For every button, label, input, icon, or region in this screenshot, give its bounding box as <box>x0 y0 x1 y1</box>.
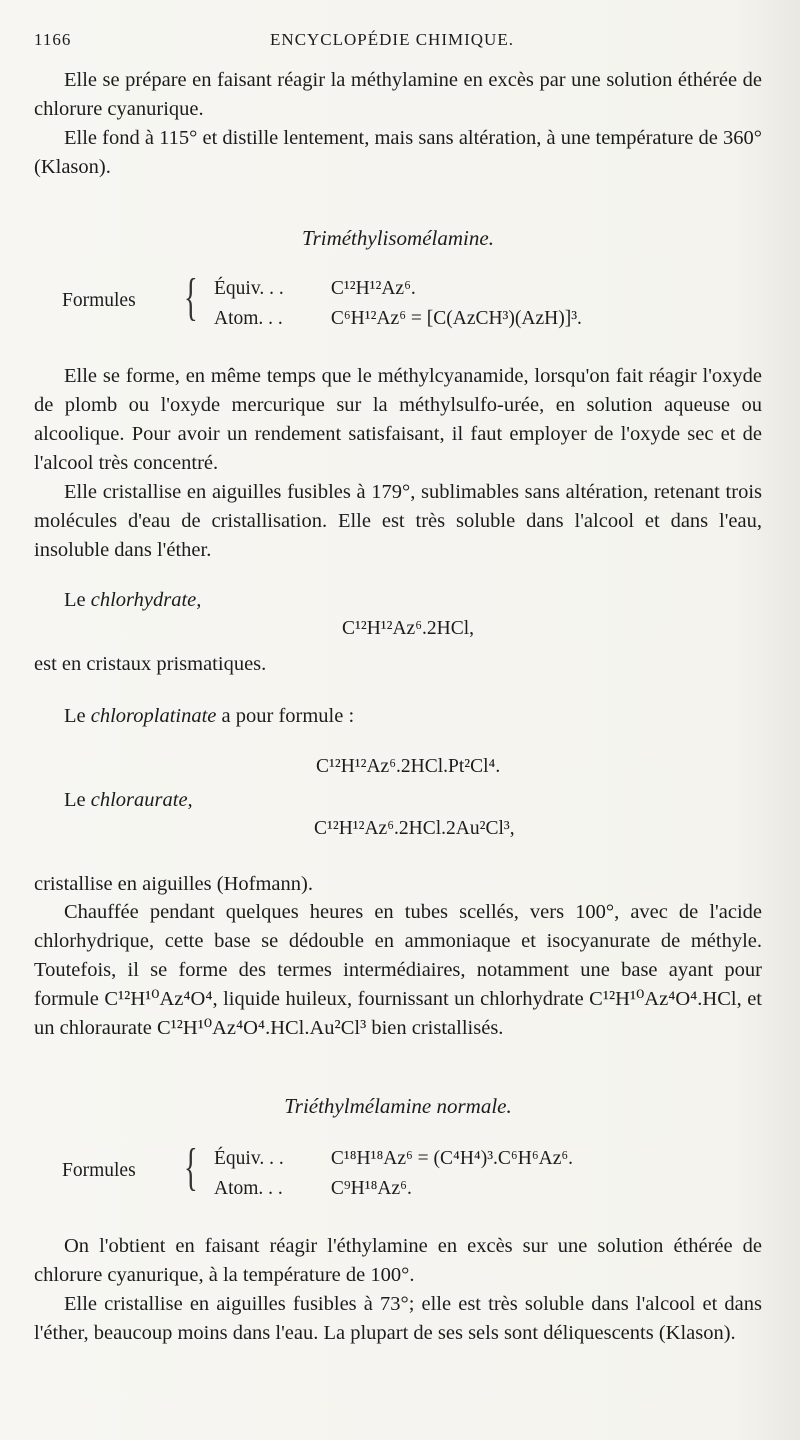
chloroplatinate-formula: C¹²H¹²Az⁶.2HCl.Pt²Cl⁴. <box>316 756 501 777</box>
chloroplatinate-name: chloroplatinate <box>90 705 217 727</box>
equiv-formula: C¹²H¹²Az⁶. <box>330 278 416 299</box>
chloraurate-formula: C¹²H¹²Az⁶.2HCl.2Au²Cl³, <box>314 818 515 839</box>
formula-block-triethylmelamine <box>62 1140 762 1210</box>
section-title-trimethylisomelamine: Triméthylisomélamine. <box>302 226 494 250</box>
chloraurate-intro: Le chloraurate, <box>64 789 193 811</box>
atom-formula: C⁶H¹²Az⁶ = [C(AzCH³)(AzH)]³. <box>330 308 582 329</box>
paragraph-formation: Elle se forme, en même temps que le méthylcyanamide, lorsqu'on fait réagir l'oxyde de plomb ou l'oxyde mercurique sur la méthylsulfo-urée, en solution aqueuse ou alcoolique. Pour avoir un rendement satisfaisant, il faut employer de l'oxyde sec et de l'alcool très concentré. <box>34 365 762 474</box>
paragraph-melting-point: Elle fond à 115° et distille lentement, mais sans altération, à une température de 360° (Klason). <box>34 127 762 178</box>
paragraph-crystallisation: Elle cristallise en aiguilles fusibles à 179°, sublimables sans altération, retenant trois molécules d'eau de cristallisation. Elle est très soluble dans l'alcool et dans l'eau, insoluble dans l'éther. <box>34 481 762 561</box>
chlorhydrate-name: chlorhydrate, <box>90 589 202 611</box>
section-title-triethylmelamine: Triéthylmélamine normale. <box>284 1094 512 1118</box>
page-number: 1166 <box>34 30 72 49</box>
brace-icon: { <box>184 1139 198 1196</box>
paragraph-hydrolysis: Chauffée pendant quelques heures en tubes scellés, vers 100°, avec de l'acide chlorhydrique, cette base se dédouble en ammoniaque et isocyanurate de méthyle. Toutefois, il se forme des termes intermédiaires, notamment une base ayant pour formule C¹²H¹⁰Az⁴O⁴, liquide huileux, fournissant un chlorhydrate C¹²H¹⁰Az⁴O⁴.HCl, et un chloraurate C¹²H¹⁰Az⁴O⁴.HCl.Au²Cl³ bien cristallisés. <box>34 901 762 1039</box>
brace-icon: { <box>184 269 198 326</box>
equiv-label: Équiv. . . <box>214 1148 284 1169</box>
chloraurate-name: chloraurate, <box>90 789 193 811</box>
atom-label: Atom. . . <box>214 1178 283 1199</box>
equiv-label: Équiv. . . <box>214 278 284 299</box>
atom-label: Atom. . . <box>214 308 283 329</box>
chlorhydrate-description: est en cristaux prismatiques. <box>34 653 267 675</box>
chlorhydrate-formula: C¹²H¹²Az⁶.2HCl, <box>342 618 475 639</box>
running-title: ENCYCLOPÉDIE CHIMIQUE. <box>270 30 514 49</box>
chloraurate-description: cristallise en aiguilles (Hofmann). <box>34 873 313 895</box>
equiv-formula: C¹⁸H¹⁸Az⁶ = (C⁴H⁴)³.C⁶H⁶Az⁶. <box>330 1148 574 1169</box>
chlorhydrate-intro: Le chlorhydrate, <box>64 589 202 611</box>
formula-row-atom <box>214 1178 412 1200</box>
paragraph-triethyl-preparation: On l'obtient en faisant réagir l'éthylamine en excès sur une solution éthérée de chlorure cyanurique, à la température de 100°. <box>34 1235 762 1286</box>
running-header <box>34 30 750 54</box>
formula-row-atom <box>214 308 582 330</box>
formula-block-trimethylisomelamine <box>62 270 762 340</box>
chloroplatinate-intro: Le chloroplatinate a pour formule : <box>64 705 355 727</box>
atom-formula: C⁹H¹⁸Az⁶. <box>330 1178 412 1199</box>
paragraph-preparation: Elle se prépare en faisant réagir la méthylamine en excès par une solution éthérée de chlorure cyanurique. <box>34 69 762 120</box>
formula-row-equiv <box>214 278 416 300</box>
formulas-label: Formules <box>62 1160 136 1181</box>
paragraph-triethyl-properties: Elle cristallise en aiguilles fusibles à 73°; elle est très soluble dans l'alcool et dans l'éther, beaucoup moins dans l'eau. La plupart de ses sels sont déliquescents (Klason). <box>34 1293 762 1344</box>
formulas-label: Formules <box>62 290 136 311</box>
formula-row-equiv <box>214 1148 573 1170</box>
